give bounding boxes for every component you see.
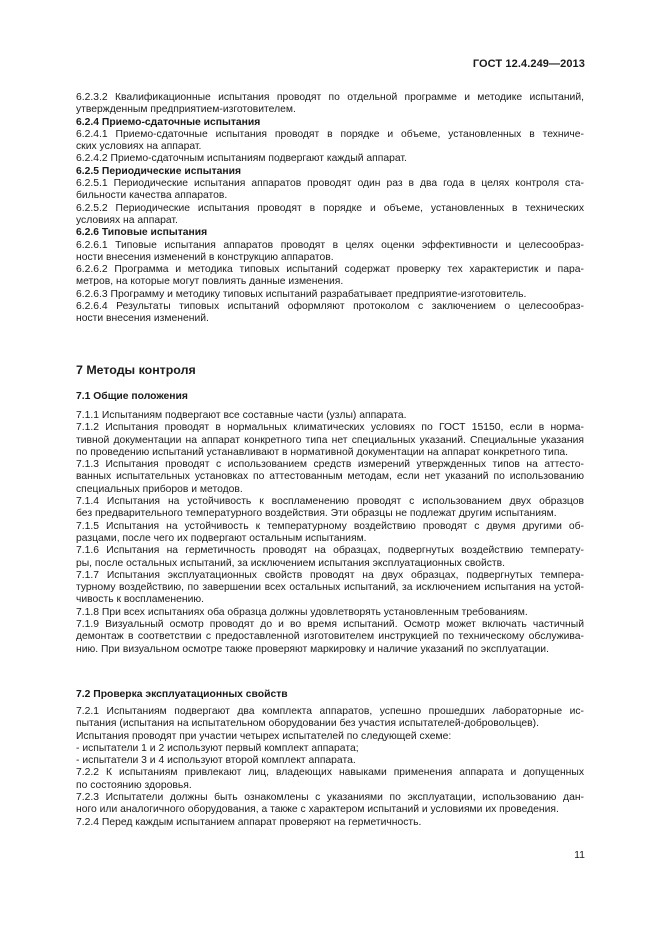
text-line: 7.2.4 Перед каждым испытанием аппарат проверяют на герметичность. — [76, 816, 422, 828]
paragraph — [76, 792, 584, 817]
paragraph — [76, 731, 584, 743]
text-line: 7.2.1 Испытаниям подвергают два комплекта аппаратов, успешно прошедших лабораторные ис- — [76, 706, 584, 717]
subsection-7-1-text — [76, 410, 584, 656]
page-number: 11 — [574, 849, 585, 861]
text-line: 6.2.5.2 Периодические испытания проводят в порядке и объеме, установленных в технических — [76, 202, 584, 214]
text-line: разцами, после чего их подвергают остальным испытаниям. — [76, 532, 367, 544]
text-line: турному воздействию, по завершении всех остальных испытаний, за исключением испытания на устой- — [76, 582, 584, 594]
subsection-7-1-heading — [76, 391, 584, 402]
text-line: 7.1.8 При всех испытаниях оба образца должны удовлетворять установленным требованиям. — [76, 606, 528, 618]
paragraph — [76, 496, 584, 521]
text-line: 6.2.4 Приемо-сдаточные испытания — [76, 116, 261, 128]
text-line: демонтаж в соответствии с предоставленной изготовителем инструкцией по техническому обслужива- — [76, 631, 584, 643]
paragraph — [76, 755, 584, 767]
text-line: 7.1.5 Испытания на устойчивость к температурному воздействию проводят с двумя другими об- — [76, 520, 584, 532]
text-line: 6.2.3.2 Квалификационные испытания проводят по отдельной программе и методике испытаний, — [76, 92, 584, 103]
subsection-7-2-title: 7.2 Проверка эксплуатационных свойств — [76, 689, 288, 700]
text-line: ного или аналогичного оборудования, а также с характером испытаний и условиями их проведения. — [76, 804, 559, 816]
paragraph — [76, 264, 584, 289]
paragraph — [76, 410, 584, 422]
text-line: 6.2.6 Типовые испытания — [76, 227, 208, 239]
paragraph — [76, 607, 584, 619]
subsection-heading — [76, 227, 584, 239]
text-line: пытания (испытания на испытательном оборудовании без участия испытателей-добровольцев). — [76, 718, 539, 730]
text-line: ванных испытательных установках по аттестованным методам, если нет указаний по использованию — [76, 471, 584, 483]
text-line: ности внесения изменений в конструкцию аппаратов. — [76, 251, 334, 263]
text-line: 7.1.6 Испытания на герметичность проводят на образцах, подвергнутых воздействию температу- — [76, 545, 584, 557]
section-7-heading: 7 Методы контроля — [76, 363, 196, 377]
text-line: 7.1.7 Испытания эксплуатационных свойств проводят на двух образцах, подвергнутых темпера- — [76, 569, 584, 581]
paragraph — [76, 743, 584, 755]
text-line: без предварительного температурного воздействия. Эти образцы не подлежат другим испытаниям. — [76, 508, 557, 520]
paragraph — [76, 153, 584, 165]
subsection-7-2-heading — [76, 689, 584, 700]
paragraph — [76, 289, 584, 301]
text-line: метров, на которые могут повлиять данные изменения. — [76, 276, 344, 288]
subsection-heading — [76, 117, 584, 129]
paragraph — [76, 92, 584, 117]
text-line: по проведению испытаний устанавливают в нормативной документации на аппарат конкретного типа. — [76, 446, 569, 458]
text-line: нию. При визуальном осмотре также проверяют маркировку и наличие указаний по эксплуатации. — [76, 643, 549, 655]
paragraph — [76, 459, 584, 496]
document-code-header: ГОСТ 12.4.249—2013 — [472, 58, 585, 70]
text-line: 6.2.6.1 Типовые испытания аппаратов проводят в целях оценки эффективности и целесообраз- — [76, 239, 584, 251]
text-line: 7.2.2 К испытаниям привлекают лиц, владеющих навыками применения аппарата и допущенных — [76, 767, 584, 779]
paragraph — [76, 545, 584, 570]
text-line: условиях на аппарат. — [76, 214, 178, 226]
text-line: Испытания проводят при участии четырех испытателей по следующей схеме: — [76, 730, 452, 742]
section-6-text — [76, 92, 584, 326]
paragraph — [76, 619, 584, 656]
text-line: 6.2.4.2 Приемо-сдаточным испытаниям подвергают каждый аппарат. — [76, 153, 407, 165]
text-line: тивной документации на аппарат конкретного типа нет специальных указаний. Специальные указания — [76, 434, 584, 446]
text-line: 7.1.2 Испытания проводят в нормальных климатических условиях по ГОСТ 15150, если в норма- — [76, 422, 584, 434]
text-line: утвержденным предприятием-изготовителем. — [76, 104, 296, 116]
text-line: 7.2.3 Испытатели должны быть ознакомлены с указаниями по эксплуатации, использованию дан- — [76, 792, 584, 804]
paragraph — [76, 706, 584, 731]
subsection-heading — [76, 166, 584, 178]
text-line: 7.1.1 Испытаниям подвергают все составные части (узлы) аппарата. — [76, 410, 407, 421]
text-line: специальных приборов и методов. — [76, 483, 243, 495]
text-line: 6.2.4.1 Приемо-сдаточные испытания проводят в порядке и объеме, установленных в техниче- — [76, 128, 584, 140]
text-line: 6.2.5.1 Периодические испытания аппаратов проводят один раз в два года в целях контроля ста- — [76, 178, 584, 190]
text-line: 6.2.6.4 Результаты типовых испытаний оформляют протоколом с заключением о целесообраз- — [76, 301, 584, 313]
paragraph — [76, 178, 584, 203]
text-line: ры, после остальных испытаний, за исключением испытания эксплуатационных свойств. — [76, 557, 506, 569]
text-line: по состоянию здоровья. — [76, 779, 192, 791]
paragraph — [76, 570, 584, 607]
paragraph — [76, 240, 584, 265]
text-line: ности внесения изменений. — [76, 313, 209, 325]
subsection-7-1-title: 7.1 Общие положения — [76, 391, 188, 402]
text-line: 7.1.4 Испытания на устойчивость к воспламенению проводят с использованием двух образцов — [76, 496, 584, 508]
paragraph — [76, 817, 584, 829]
text-line: 6.2.6.3 Программу и методику типовых испытаний разрабатывает предприятие-изготовитель. — [76, 288, 527, 300]
paragraph — [76, 521, 584, 546]
paragraph — [76, 203, 584, 228]
text-line: 6.2.5 Периодические испытания — [76, 165, 242, 177]
text-line: - испытатели 3 и 4 используют второй комплект аппарата. — [76, 755, 356, 767]
text-line: - испытатели 1 и 2 используют первый комплект аппарата; — [76, 742, 359, 754]
text-line: 7.1.9 Визуальный осмотр проводят до и во время испытаний. Осмотр может включать частичный — [76, 619, 584, 631]
text-line: 6.2.6.2 Программа и методика типовых испытаний содержат проверку тех характеристик и пара- — [76, 264, 584, 276]
text-line: 7.1.3 Испытания проводят с использованием средств измерений утвержденных типов на аттесто- — [76, 459, 584, 471]
text-line: ских условиях на аппарат. — [76, 141, 202, 153]
text-line: бильности качества аппаратов. — [76, 190, 228, 202]
text-line: чивость к воспламенению. — [76, 594, 205, 606]
paragraph — [76, 129, 584, 154]
paragraph — [76, 301, 584, 326]
subsection-7-2-text — [76, 706, 584, 829]
paragraph — [76, 767, 584, 792]
paragraph — [76, 422, 584, 459]
